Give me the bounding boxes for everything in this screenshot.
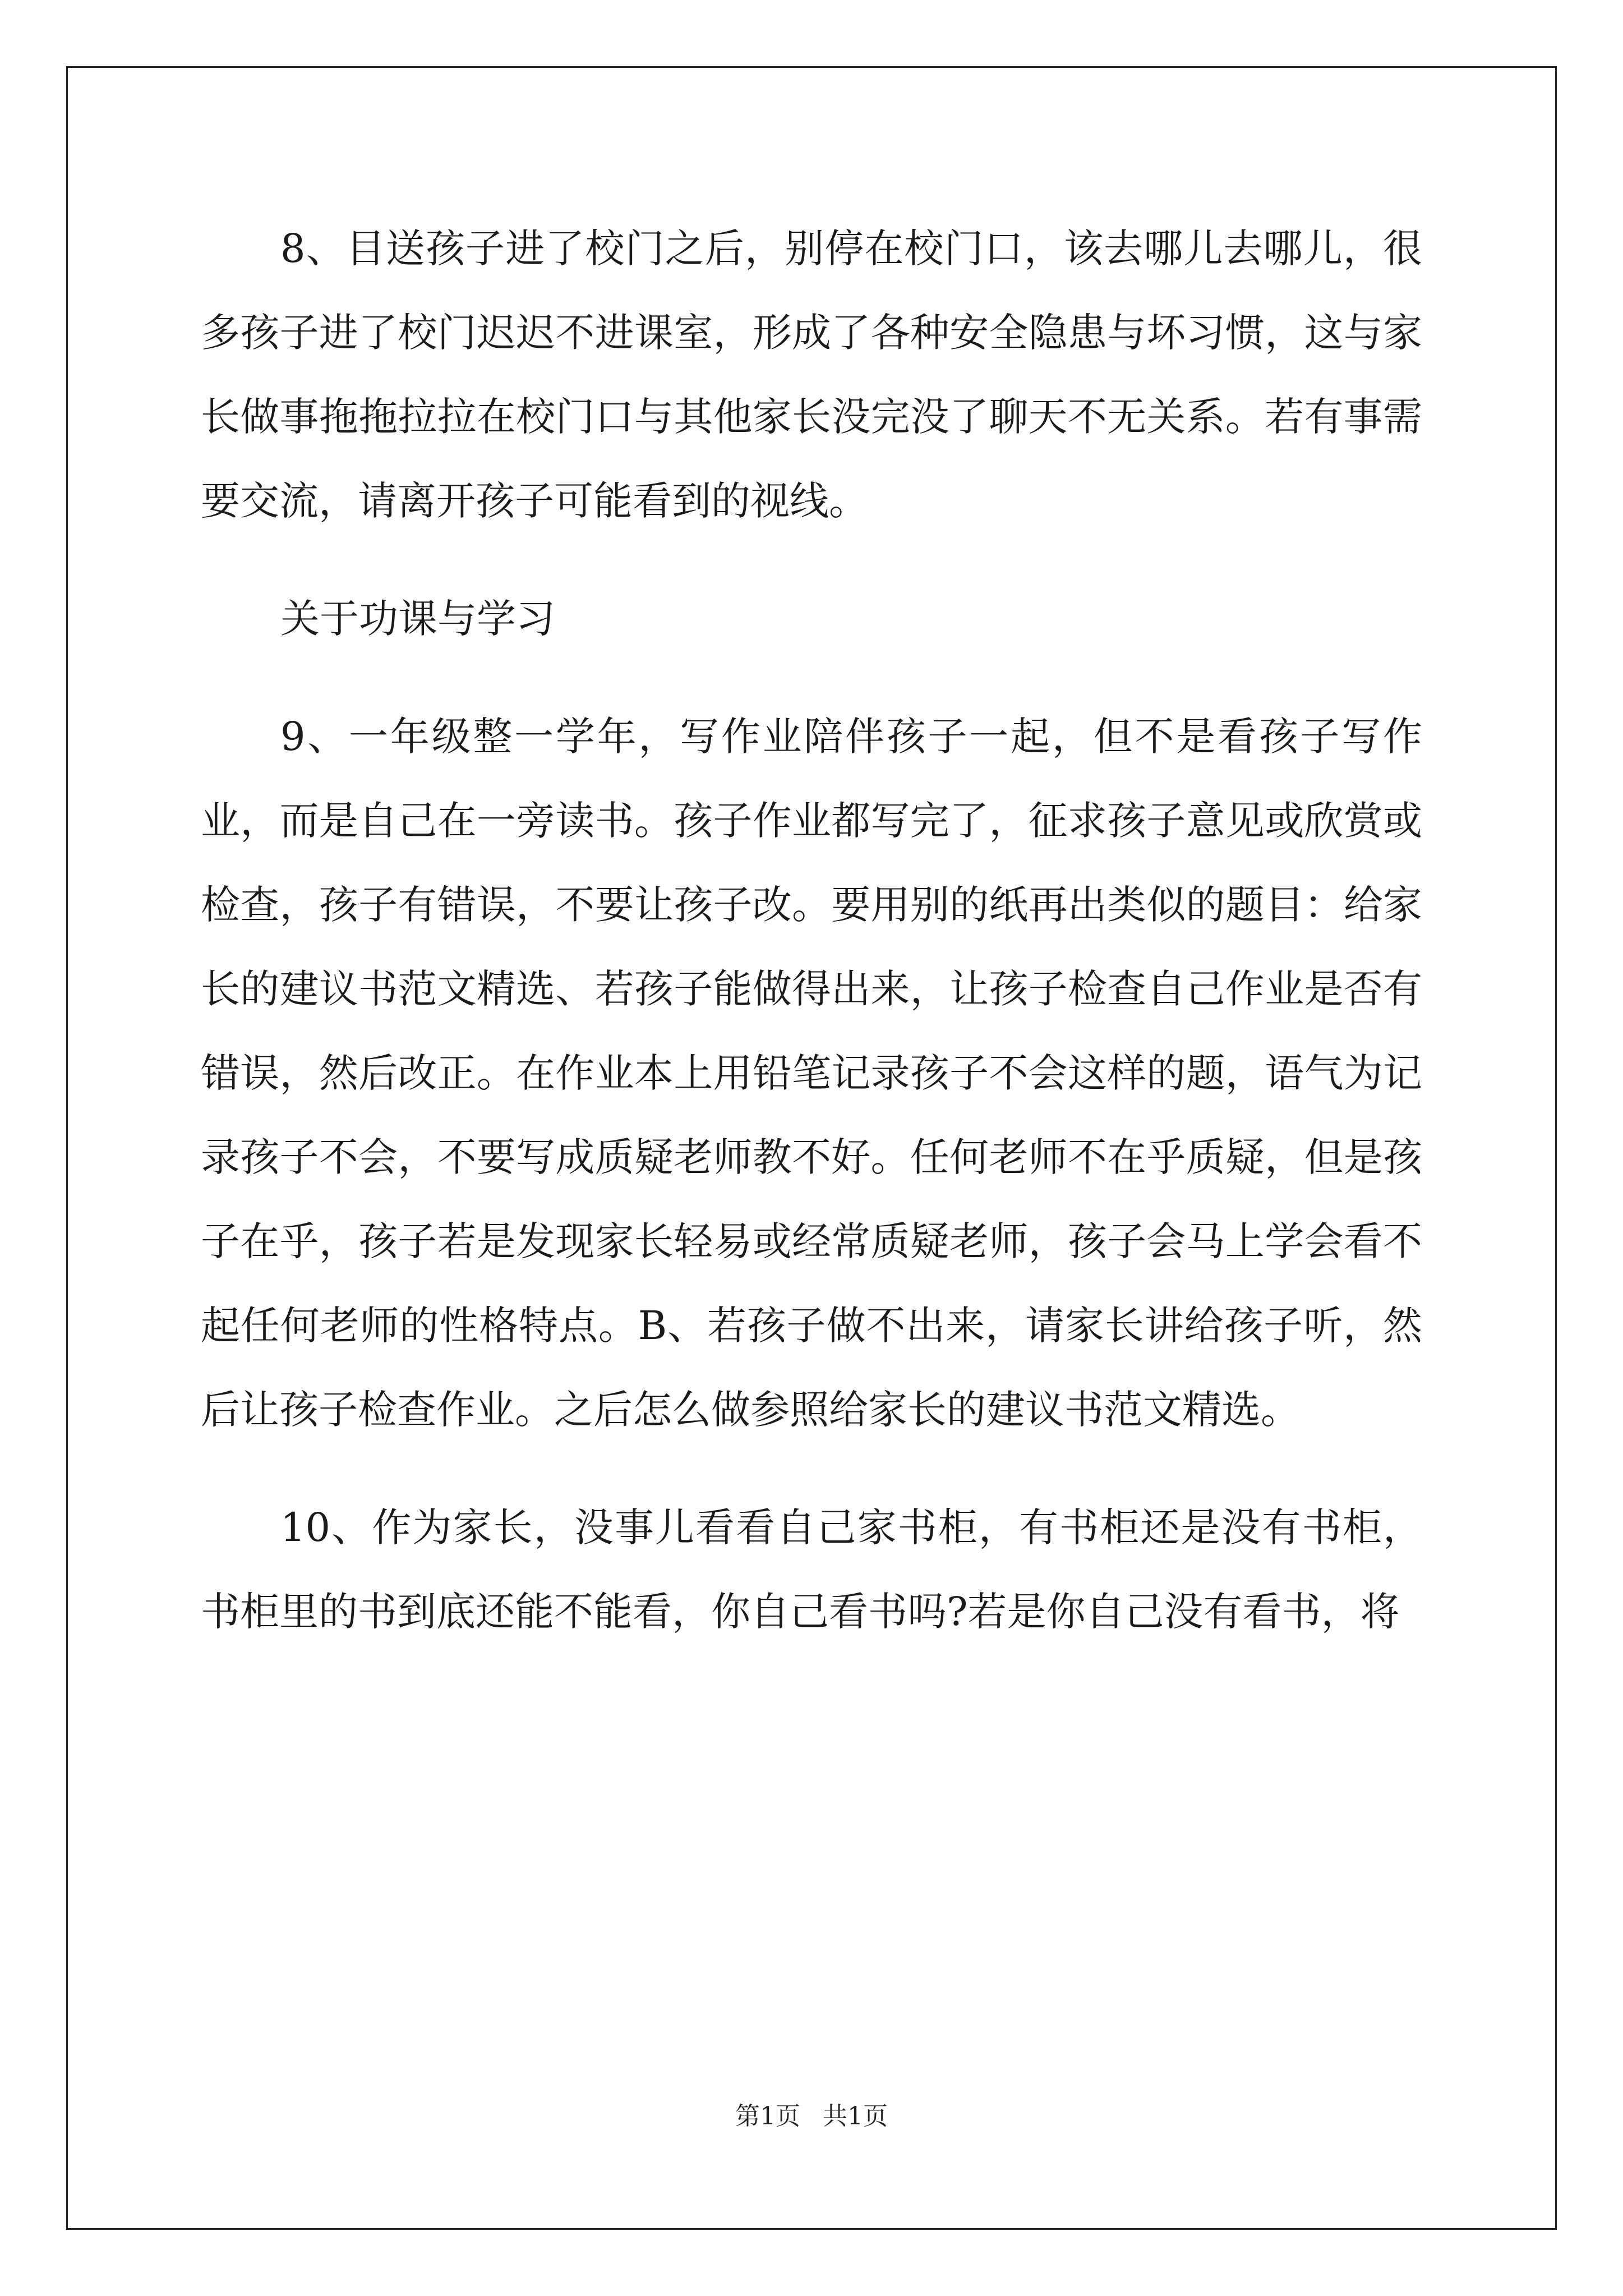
section-heading: 关于功课与学习 bbox=[280, 596, 555, 642]
document-body bbox=[201, 206, 1422, 1654]
paragraph-8: 8、目送孩子进了校门之后，别停在校门口，该去哪儿去哪儿，很多孩子进了校门迟迟不进课室，形成了各种安全隐患与坏习惯，这与家长做事拖拖拉拉在校门口与其他家长没完没了聊天不无关系。若有事需要交流，请离开孩子可能看到的视线。 bbox=[201, 226, 1422, 524]
paragraph-9: 9、一年级整一学年，写作业陪伴孩子一起，但不是看孩子写作业，而是自己在一旁读书。孩子作业都写完了，征求孩子意见或欣赏或检查，孩子有错误，不要让孩子改。要用别的纸再出类似的题目：给家长的建议书范文精选、若孩子能做得出来，让孩子检查自己作业是否有错误，然后改正。在作业本上用铅笔记录孩子不会这样的题，语气为记录孩子不会，不要写成质疑老师教不好。任何老师不在乎质疑，但是孩子在乎，孩子若是发现家长轻易或经常质疑老师，孩子会马上学会看不起任何老师的性格特点。B、若孩子做不出来，请家长讲给孩子听，然后让孩子检查作业。之后怎么做参照给家长的建议书范文精选。 bbox=[201, 714, 1422, 1433]
page-footer bbox=[0, 2101, 1623, 2132]
page-number: 第1页 bbox=[735, 2102, 800, 2131]
paragraph-10: 10、作为家长，没事儿看看自己家书柜，有书柜还是没有书柜，书柜里的书到底还能不能看，你自己看书吗?若是你自己没有看书，将 bbox=[201, 1504, 1422, 1635]
page-total: 共1页 bbox=[823, 2102, 888, 2131]
